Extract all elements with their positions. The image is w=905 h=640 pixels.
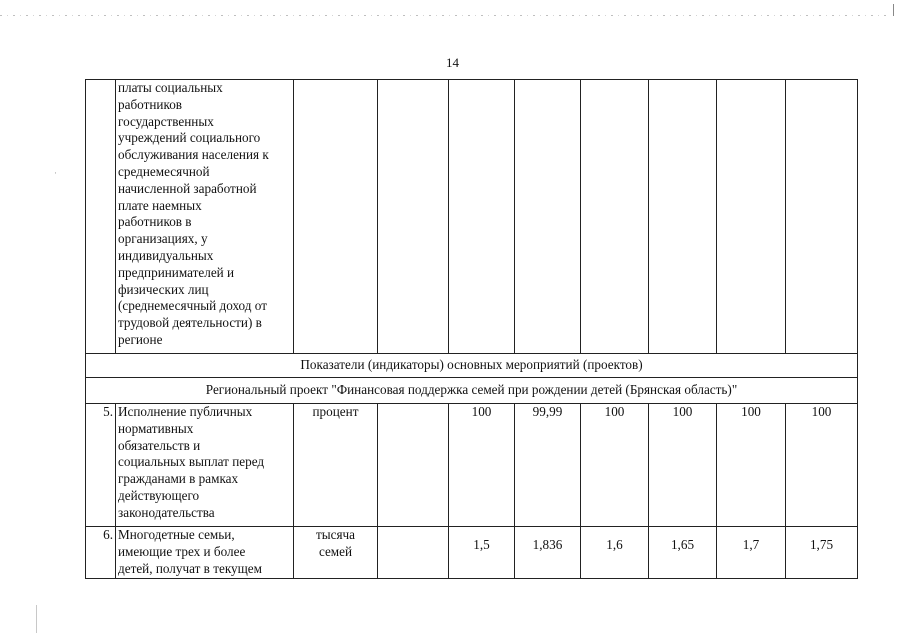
unit-line: семей — [318, 543, 353, 559]
value-cell — [378, 404, 449, 527]
scan-speck: · — [54, 168, 57, 178]
section-header: Показатели (индикаторы) основных мероприятий (проектов) — [86, 354, 858, 378]
name-line: (среднемесячный доход от — [118, 298, 267, 314]
table-row — [86, 527, 858, 579]
name-line: трудовой деятельности) в — [118, 315, 262, 331]
name-line: имеющие трех и более — [118, 543, 246, 559]
value-cell: 100 — [581, 404, 649, 527]
unit-cell — [294, 404, 378, 527]
scan-speck-line — [36, 605, 37, 633]
name-line: начисленной заработной — [118, 180, 257, 196]
name-line: регионе — [118, 331, 163, 347]
row-number: 6. — [86, 527, 116, 579]
table-row — [86, 404, 858, 527]
indicator-name — [116, 404, 294, 527]
value-cell: 100 — [786, 404, 858, 527]
name-line: Исполнение публичных — [118, 404, 253, 419]
value-cell — [649, 80, 717, 354]
name-line: государственных — [118, 113, 214, 129]
page-number: 14 — [446, 55, 459, 70]
name-line: физических лиц — [118, 281, 209, 297]
name-line: индивидуальных — [118, 247, 214, 263]
name-line: действующего — [118, 487, 200, 503]
value-cell — [581, 80, 649, 354]
name-line: гражданами в рамках — [118, 471, 239, 487]
row-number: 5. — [86, 404, 116, 527]
value-cell: 1,65 — [649, 527, 717, 579]
value-cell: 100 — [449, 404, 515, 527]
value-cell — [786, 80, 858, 354]
name-line: работников в — [118, 214, 192, 230]
value-cell: 1,5 — [449, 527, 515, 579]
name-line: организациях, у — [118, 231, 208, 247]
indicator-name — [116, 80, 294, 354]
indicators-table — [85, 79, 858, 579]
unit-cell — [294, 80, 378, 354]
name-line: законодательства — [118, 504, 215, 520]
name-line: предпринимателей и — [118, 264, 235, 280]
scan-artifact-top — [0, 0, 905, 22]
value-cell — [449, 80, 515, 354]
value-cell: 1,836 — [515, 527, 581, 579]
table-row-continued — [86, 80, 858, 354]
value-cell — [717, 80, 786, 354]
name-line: детей, получат в текущем — [118, 560, 262, 576]
value-cell: 1,7 — [717, 527, 786, 579]
name-line: обязательств и — [118, 437, 201, 453]
unit-cell — [294, 527, 378, 579]
project-header: Региональный проект "Финансовая поддержка семей при рождении детей (Брянская область)" — [86, 378, 858, 404]
name-line: плате наемных — [118, 197, 202, 213]
value-cell: 100 — [649, 404, 717, 527]
value-cell — [378, 80, 449, 354]
name-line: платы социальных — [118, 80, 223, 95]
value-cell: 100 — [717, 404, 786, 527]
value-cell: 1,75 — [786, 527, 858, 579]
name-line: работников — [118, 96, 183, 112]
name-line: социальных выплат перед — [118, 454, 265, 470]
name-line: обслуживания населения к — [118, 147, 269, 163]
name-line: учреждений социального — [118, 130, 261, 146]
indicator-name — [116, 527, 294, 579]
name-line: среднемесячной — [118, 163, 210, 179]
value-cell — [378, 527, 449, 579]
unit-line: процент — [312, 404, 359, 419]
scan-edge-mark — [893, 4, 894, 16]
value-cell: 99,99 — [515, 404, 581, 527]
row-number — [86, 80, 116, 354]
unit-line: тысяча — [315, 527, 356, 542]
project-header-row — [86, 378, 858, 404]
value-cell: 1,6 — [581, 527, 649, 579]
name-line: нормативных — [118, 420, 194, 436]
name-line: Многодетные семьи, — [118, 527, 235, 542]
value-cell — [515, 80, 581, 354]
scan-noise-line — [0, 15, 890, 16]
section-header-row — [86, 354, 858, 378]
